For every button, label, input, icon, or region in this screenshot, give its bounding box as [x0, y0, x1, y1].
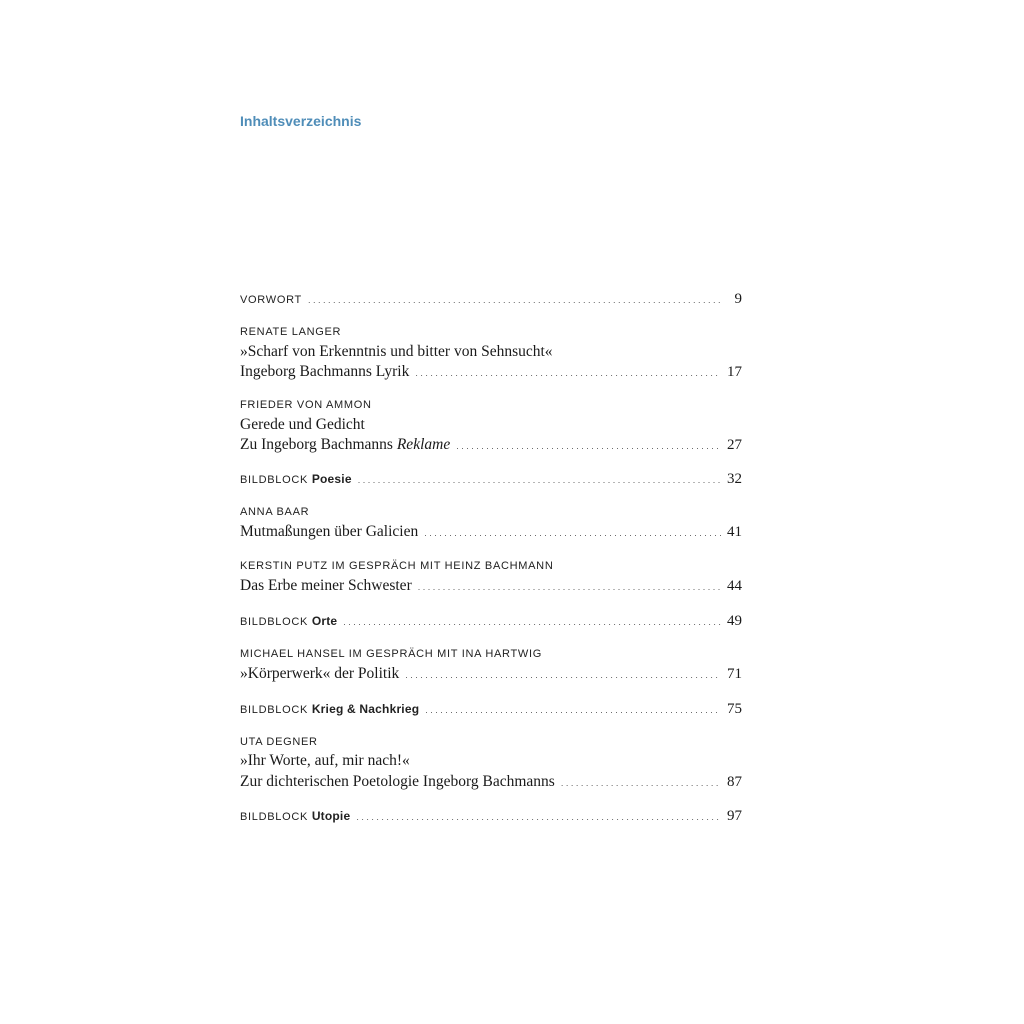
toc-entry-ammon[interactable] — [240, 436, 742, 454]
entry-subtitle: Zur dichterischen Poetologie Ingeborg Bachmanns — [240, 773, 555, 790]
entry-label: VORWORT — [240, 294, 302, 306]
dot-leader — [561, 778, 721, 788]
dot-leader — [425, 705, 721, 715]
toc-entry-langer[interactable] — [240, 363, 742, 381]
entry-title: »Scharf von Erkenntnis und bitter von Sehnsucht« — [240, 343, 553, 360]
toc-entry-baar[interactable] — [240, 523, 742, 541]
toc-entry-poesie[interactable] — [240, 471, 742, 488]
entry-title: Das Erbe meiner Schwester — [240, 577, 412, 594]
entry-label: BILDBLOCK Orte — [240, 614, 338, 628]
dot-leader — [424, 528, 721, 538]
entry-title: Gerede und Gedicht — [240, 416, 365, 433]
dot-leader — [358, 475, 721, 485]
entry-author: KERSTIN PUTZ IM GESPRÄCH MIT HEINZ BACHMANN — [240, 560, 554, 572]
page-number: 9 — [734, 291, 742, 307]
page-number: 71 — [727, 666, 742, 682]
toc-heading: Inhaltsverzeichnis — [240, 113, 362, 129]
dot-leader — [415, 368, 721, 378]
page-number: 75 — [727, 701, 742, 717]
toc-entry-vorwort[interactable] — [240, 291, 742, 308]
dot-leader — [356, 812, 721, 822]
entry-title: Mutmaßungen über Galicien — [240, 523, 419, 540]
page-number: 17 — [727, 364, 742, 380]
toc-entry-degner[interactable] — [240, 773, 742, 791]
entry-author: MICHAEL HANSEL IM GESPRÄCH MIT INA HARTWIG — [240, 648, 542, 660]
dot-leader — [343, 617, 721, 627]
entry-label: BILDBLOCK Poesie — [240, 472, 352, 486]
toc-entry-putz[interactable] — [240, 577, 742, 595]
entry-title: »Körperwerk« der Politik — [240, 665, 400, 682]
toc-entry-krieg[interactable] — [240, 701, 742, 718]
toc-entry-orte[interactable] — [240, 613, 742, 630]
entry-author: RENATE LANGER — [240, 326, 342, 338]
entry-author: UTA DEGNER — [240, 736, 318, 748]
entry-label: BILDBLOCK Krieg & Nachkrieg — [240, 702, 420, 716]
entry-author: FRIEDER VON AMMON — [240, 399, 372, 411]
entry-subtitle: Zu Ingeborg Bachmanns Reklame — [240, 436, 451, 453]
page-number: 49 — [727, 613, 742, 629]
dot-leader — [456, 441, 721, 451]
page-number: 87 — [727, 774, 742, 790]
entry-label: BILDBLOCK Utopie — [240, 809, 351, 823]
entry-author: ANNA BAAR — [240, 506, 310, 518]
page-number: 32 — [727, 471, 742, 487]
page-number: 97 — [727, 808, 742, 824]
page-number: 41 — [727, 524, 742, 540]
dot-leader — [308, 295, 722, 305]
dot-leader — [405, 670, 721, 680]
entry-subtitle: Ingeborg Bachmanns Lyrik — [240, 363, 410, 380]
page-number: 27 — [727, 437, 742, 453]
page-number: 44 — [727, 578, 742, 594]
entry-title: »Ihr Worte, auf, mir nach!« — [240, 752, 410, 769]
dot-leader — [418, 582, 721, 592]
toc-entry-utopie[interactable] — [240, 808, 742, 825]
toc-entry-hansel[interactable] — [240, 665, 742, 683]
